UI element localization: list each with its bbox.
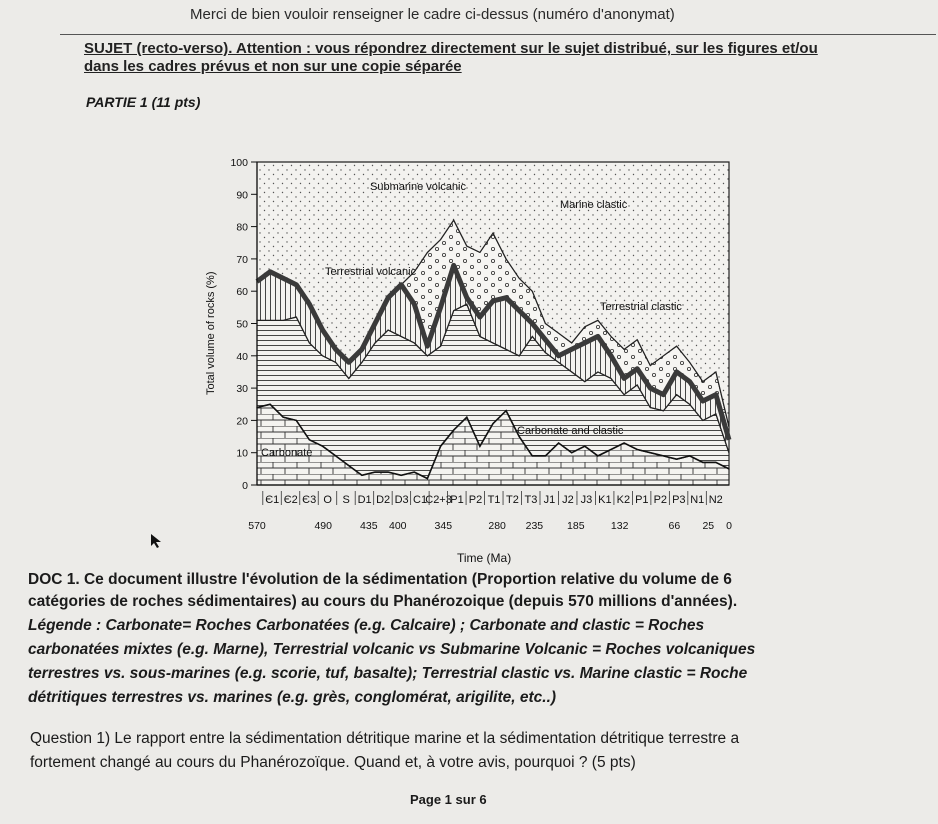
period-label: N1 bbox=[690, 494, 705, 506]
period-label: Є1 bbox=[265, 494, 280, 506]
period-label: P3 bbox=[672, 494, 686, 506]
y-axis-title: Total volume of rocks (%) bbox=[205, 271, 217, 395]
question-line-1: Question 1) Le rapport entre la sédimentation détritique marine et la sédimentation détritique terrestre a bbox=[30, 730, 740, 747]
y-tick-label: 10 bbox=[236, 447, 248, 460]
age-label: 25 bbox=[702, 520, 715, 532]
age-label: 235 bbox=[525, 520, 544, 532]
mouse-pointer-icon bbox=[150, 533, 164, 549]
age-label: 345 bbox=[434, 520, 453, 532]
age-label: 0 bbox=[726, 520, 732, 532]
doc-line-1: DOC 1. Ce document illustre l'évolution de la sédimentation (Proportion relative du volume de 6 bbox=[28, 571, 732, 588]
age-label: 185 bbox=[567, 520, 585, 532]
doc-line-5: terrestres vs. sous-marines (e.g. scorie, tuf, basalte); Terrestrial clastic vs. Marine clastic = Roche bbox=[28, 665, 748, 682]
age-label: 435 bbox=[360, 520, 378, 532]
period-label: T1 bbox=[487, 494, 501, 506]
page-number: Page 1 sur 6 bbox=[410, 792, 487, 807]
period-label: P1 bbox=[450, 494, 464, 506]
period-label: S bbox=[342, 494, 350, 506]
header-divider bbox=[60, 34, 936, 35]
doc-line-2: catégories de roches sédimentaires) au cours du Phanérozoique (depuis 570 millions d'années). bbox=[28, 593, 738, 610]
period-label: Є2 bbox=[283, 494, 298, 506]
period-label: C1 bbox=[413, 494, 428, 506]
x-axis-title: Time (Ma) bbox=[457, 551, 512, 565]
age-label: 280 bbox=[488, 520, 506, 532]
annotation-terrestrial-volcanic: Terrestrial volcanic bbox=[325, 266, 417, 278]
y-tick-label: 0 bbox=[242, 480, 248, 492]
y-tick-label: 50 bbox=[236, 318, 248, 331]
period-label: J2 bbox=[562, 494, 574, 506]
doc-line-4: carbonatées mixtes (e.g. Marne), Terrestrial volcanic vs Submarine Volcanic = Roches volcaniques bbox=[28, 641, 756, 658]
y-tick-label: 30 bbox=[236, 383, 248, 396]
y-tick-label: 20 bbox=[236, 415, 248, 428]
age-label: 400 bbox=[389, 520, 407, 532]
period-label: T2 bbox=[506, 494, 519, 506]
y-tick-label: 40 bbox=[236, 350, 248, 363]
annotation-carbonate-clastic: Carbonate and clastic bbox=[517, 425, 624, 437]
age-label: 66 bbox=[668, 520, 681, 532]
sedimentation-chart bbox=[195, 150, 755, 570]
age-label: 132 bbox=[610, 520, 629, 532]
age-label: 570 bbox=[248, 520, 266, 532]
period-label: K1 bbox=[598, 494, 612, 506]
doc-line-3: Légende : Carbonate= Roches Carbonatées (e.g. Calcaire) ; Carbonate and clastic = Roches bbox=[28, 617, 705, 634]
annotation-marine-clastic: Marine clastic bbox=[560, 199, 628, 211]
y-tick-label: 60 bbox=[236, 286, 248, 299]
period-label: P2 bbox=[468, 494, 483, 506]
period-label: P1 bbox=[635, 494, 649, 506]
period-label: K2 bbox=[616, 494, 631, 506]
period-label: J1 bbox=[543, 494, 556, 506]
annotation-carbonate: Carbonate bbox=[261, 447, 313, 459]
period-label: T3 bbox=[524, 494, 538, 506]
subject-warning-line-1: SUJET (recto-verso). Attention : vous répondrez directement sur le sujet distribué, sur les figures et/ou bbox=[84, 40, 818, 57]
y-tick-label: 90 bbox=[236, 189, 248, 202]
age-label: 490 bbox=[314, 520, 333, 532]
doc-line-6: détritiques terrestres vs. marines (e.g. grès, conglomérat, arigilite, etc..) bbox=[28, 689, 557, 706]
y-tick-label: 100 bbox=[230, 157, 248, 169]
anonymity-instruction: Merci de bien vouloir renseigner le cadre ci-dessus (numéro d'anonymat) bbox=[190, 6, 675, 23]
y-tick-label: 80 bbox=[236, 221, 248, 234]
period-label: D3 bbox=[394, 494, 409, 506]
period-label: N2 bbox=[708, 494, 723, 506]
period-label: C2+3 bbox=[425, 494, 452, 506]
part-title: PARTIE 1 (11 pts) bbox=[86, 94, 201, 110]
subject-warning-line-2: dans les cadres prévus et non sur une copie séparée bbox=[84, 58, 462, 75]
annotation-terrestrial-clastic: Terrestrial clastic bbox=[600, 301, 682, 313]
period-label: Є3 bbox=[302, 494, 317, 506]
question-line-2: fortement changé au cours du Phanérozoïque. Quand et, à votre avis, pourquoi ? (5 pts) bbox=[30, 754, 636, 771]
period-label: D1 bbox=[357, 494, 372, 506]
y-tick-label: 70 bbox=[236, 253, 248, 266]
period-label: J3 bbox=[580, 494, 593, 506]
annotation-submarine-volcanic: Submarine volcanic bbox=[370, 181, 466, 193]
period-label: D2 bbox=[376, 494, 391, 506]
period-label: O bbox=[323, 494, 332, 506]
period-label: P2 bbox=[653, 494, 668, 506]
